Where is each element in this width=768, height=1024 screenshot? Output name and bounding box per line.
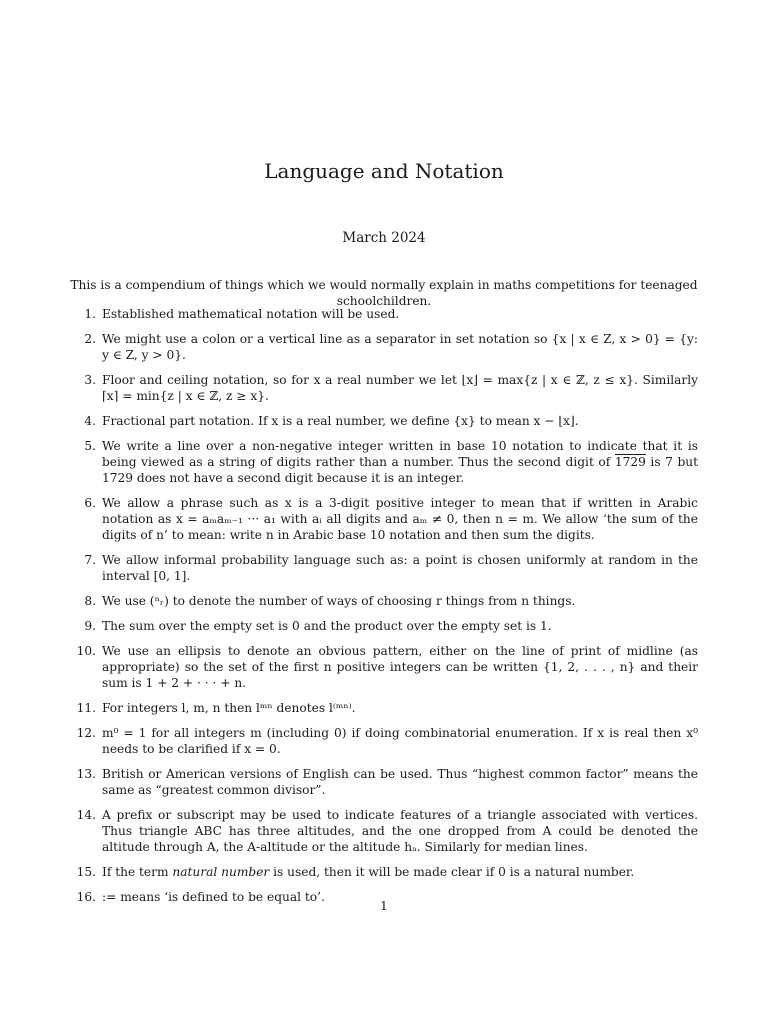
list-item (70, 766, 698, 798)
document-title: Language and Notation (264, 159, 504, 183)
item-number: 4. (84, 414, 96, 428)
list-item (70, 807, 698, 855)
item-number: 6. (84, 496, 96, 510)
item-text: If the term (102, 865, 173, 879)
item-text: We might use a colon or a vertical line as a separator in set notation so {x | x ∈ Z, x > 0} = {y: y ∈ Z, y > 0}. (102, 332, 698, 362)
item-text: Floor and ceiling notation, so for x a real number we let ⌊x⌋ = max{z | x ∈ ℤ, z ≤ x}. Similarly ⌈x⌉ = min{z | x ∈ ℤ, z ≥ x}. (102, 373, 698, 403)
list-item (70, 725, 698, 757)
item-number: 7. (84, 553, 96, 567)
list-item (70, 495, 698, 543)
item-number: 11. (76, 701, 96, 715)
item-number: 13. (76, 767, 96, 781)
item-text: For integers l, m, n then lᵐⁿ denotes l⁽ᵐⁿ⁾. (102, 701, 356, 715)
item-number: 12. (76, 726, 96, 740)
item-text: Established mathematical notation will be used. (102, 307, 400, 321)
item-number: 5. (84, 439, 96, 453)
list-item (70, 593, 698, 609)
item-text: is used, then it will be made clear if 0 is a natural number. (269, 865, 635, 879)
list-item (70, 700, 698, 716)
page-number: 1 (380, 899, 388, 913)
item-text: := means ‘is defined to be equal to’. (102, 890, 325, 904)
item-number: 1. (84, 307, 96, 321)
list-item (70, 306, 698, 322)
italic-term: natural number (172, 865, 270, 879)
list-item (70, 643, 698, 691)
item-number: 3. (84, 373, 96, 387)
list-item (70, 372, 698, 404)
list-item (70, 618, 698, 634)
item-number: 10. (76, 644, 96, 658)
document-date: March 2024 (342, 230, 426, 246)
item-text: m⁰ = 1 for all integers m (including 0) if doing combinatorial enumeration. If x is real then x⁰ needs to be clarified if x = 0. (102, 726, 698, 756)
item-number: 16. (76, 890, 96, 904)
item-text: is 7 but 1729 does not have a second digit because it is an integer. (102, 455, 699, 485)
item-text: British or American versions of English can be used. Thus “highest common factor” means the same as “greatest common divisor”. (102, 767, 698, 797)
item-number: 14. (76, 808, 96, 822)
item-number: 15. (76, 865, 96, 879)
list-item (70, 413, 698, 429)
item-text: A prefix or subscript may be used to indicate features of a triangle associated with vertices. Thus triangle ABC has three altitudes, and the one dropped from A could be denoted the altitude through A, the A-altitude or the altitude hₐ. Similarly for median lines. (102, 808, 698, 854)
intro-paragraph: This is a compendium of things which we would normally explain in maths competitions for teenaged schoolchildren. (70, 278, 698, 308)
item-number: 8. (84, 594, 96, 608)
item-text: We use an ellipsis to denote an obvious pattern, either on the line of print of midline (as appropriate) so the set of the first n positive integers can be written {1, 2, . . . , n} and their sum is 1 + 2 + · · · + n. (102, 644, 698, 690)
item-number: 9. (84, 619, 96, 633)
list-item (70, 438, 698, 486)
list-item (70, 331, 698, 363)
item-text: The sum over the empty set is 0 and the product over the empty set is 1. (102, 619, 552, 633)
item-text: We use (ⁿᵣ) to denote the number of ways of choosing r things from n things. (102, 594, 576, 608)
item-text: We write a line over a non-negative integer written in base 10 notation to indicate that it is being viewed as a string of digits rather than a number. Thus the second digit of (102, 439, 698, 469)
item-text: Fractional part notation. If x is a real number, we define {x} to mean x − ⌊x⌋. (102, 414, 579, 428)
item-number: 2. (84, 332, 96, 346)
overlined-number: 1729 (614, 455, 646, 469)
list-item (70, 864, 698, 880)
notation-list (70, 306, 698, 914)
list-item (70, 552, 698, 584)
item-text: We allow a phrase such as x is a 3-digit positive integer to mean that if written in Arabic notation as x = aₘaₘ₋₁ ··· a₁ with aᵢ all digits and aₘ ≠ 0, then n = m. We allow ‘the sum of the digits of n’ to mean: write n in Arabic base 10 notation and then sum the digits. (102, 496, 698, 542)
item-text: We allow informal probability language such as: a point is chosen uniformly at random in the interval [0, 1]. (102, 553, 698, 583)
